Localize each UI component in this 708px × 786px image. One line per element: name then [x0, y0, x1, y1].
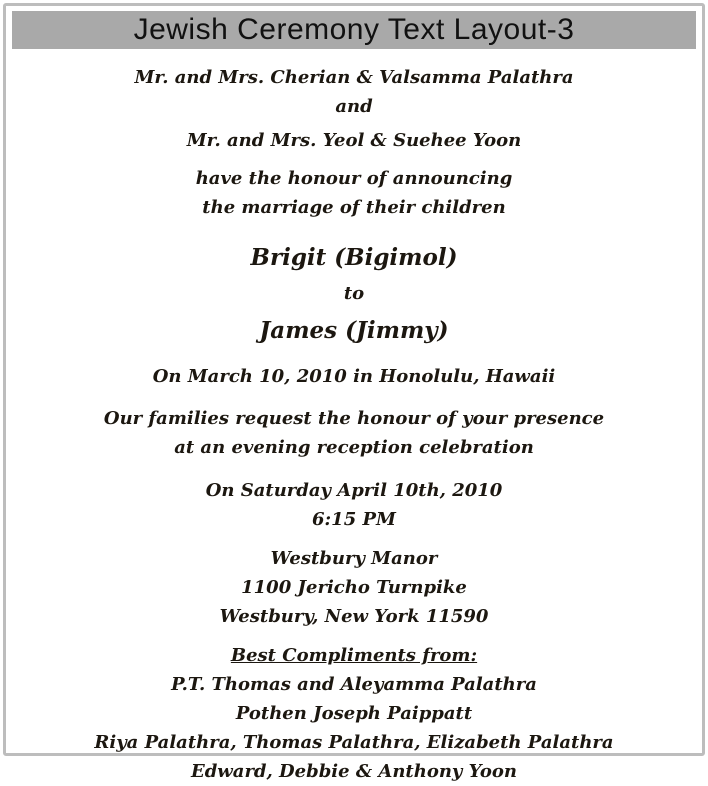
page-frame [3, 3, 705, 782]
invitation-line-compliments-4: Edward, Debbie & Anthony Yoon [190, 761, 518, 782]
invitation-line-marriage: the marriage of their children [202, 197, 506, 218]
invitation-line-to: to [343, 283, 365, 304]
invitation-body [6, 49, 702, 786]
invitation-line-venue-name: Westbury Manor [270, 548, 438, 569]
page-title: Jewish Ceremony Text Layout-3 [133, 13, 575, 46]
invitation-line-and: and [335, 96, 373, 117]
invitation-line-hosts-2: Mr. and Mrs. Yeol & Suehee Yoon [186, 130, 522, 151]
invitation-line-compliments-3: Riya Palathra, Thomas Palathra, Elizabeth Palathra [94, 732, 614, 753]
invitation-line-announcing: have the honour of announcing [195, 168, 513, 189]
invitation-line-groom-name: James (Jimmy) [259, 317, 449, 344]
invitation-line-reception-time: 6:15 PM [312, 509, 396, 530]
invitation-line-compliments-2: Pothen Joseph Paippatt [235, 703, 473, 724]
invitation-line-venue-street: 1100 Jericho Turnpike [241, 577, 467, 598]
invitation-line-compliments-1: P.T. Thomas and Aleyamma Palathra [171, 674, 537, 695]
header-bar [12, 11, 696, 49]
invitation-line-reception: at an evening reception celebration [174, 437, 534, 458]
invitation-line-hosts-1: Mr. and Mrs. Cherian & Valsamma Palathra [134, 67, 574, 88]
invitation-line-reception-date: On Saturday April 10th, 2010 [205, 480, 503, 501]
invitation-line-marriage-date: On March 10, 2010 in Honolulu, Hawaii [152, 366, 556, 387]
invitation-line-bride-name: Brigit (Bigimol) [250, 244, 458, 271]
invitation-line-venue-city: Westbury, New York 11590 [219, 606, 489, 627]
invitation-line-request: Our families request the honour of your presence [103, 408, 605, 429]
invitation-line-compliments-heading: Best Compliments from: [230, 645, 478, 666]
